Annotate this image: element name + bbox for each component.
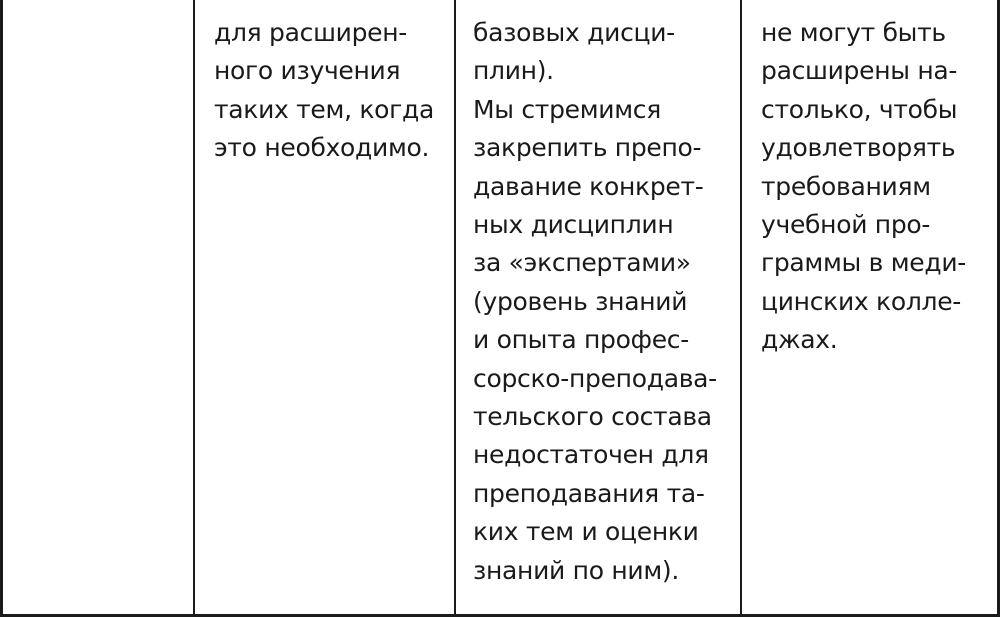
text-line: и опыта профес- (473, 325, 689, 355)
text-line: закрепить препо- (473, 133, 702, 163)
table-cell-col-2 (193, 0, 454, 614)
text-line: базовых дисци- (473, 18, 675, 47)
table-cell-col-1 (3, 0, 193, 614)
text-line: таких тем, когда (214, 94, 435, 124)
text-line: ких тем и оценки (473, 517, 699, 547)
text-line: для расширен- (214, 18, 408, 47)
cell-text-col-3 (473, 14, 717, 590)
text-line: цинских колле- (761, 286, 961, 316)
text-line: знаний по ним). (473, 555, 679, 585)
text-line: сорско-преподава- (473, 363, 717, 393)
text-line: граммы в меди- (761, 248, 967, 278)
table-cell-col-3 (454, 0, 740, 614)
text-line: не могут быть (761, 18, 946, 47)
text-line: тельского состава (473, 402, 712, 432)
text-line: джах. (761, 325, 838, 355)
text-line: столько, чтобы (761, 94, 958, 124)
text-line: требованиям (761, 171, 931, 201)
text-line: ного изучения (214, 56, 401, 86)
text-line: Мы стремимся (473, 94, 661, 124)
text-line: недостаточен для (473, 440, 709, 470)
cell-text-col-4 (761, 14, 966, 360)
text-line: давание конкрет- (473, 171, 704, 201)
text-line: это необходимо. (214, 133, 430, 163)
text-line: удовлетворять (761, 133, 956, 163)
text-line: учебной про- (761, 210, 931, 240)
text-line: (уровень знаний (473, 286, 688, 316)
text-line: за «экспертами» (473, 248, 691, 278)
text-line: ных дисциплин (473, 210, 674, 240)
cell-text-col-2 (214, 14, 434, 168)
text-line: плин). (473, 56, 554, 86)
table-cell-col-4 (740, 0, 1000, 614)
text-line: преподавания та- (473, 478, 705, 508)
text-line: расширены на- (761, 56, 958, 86)
